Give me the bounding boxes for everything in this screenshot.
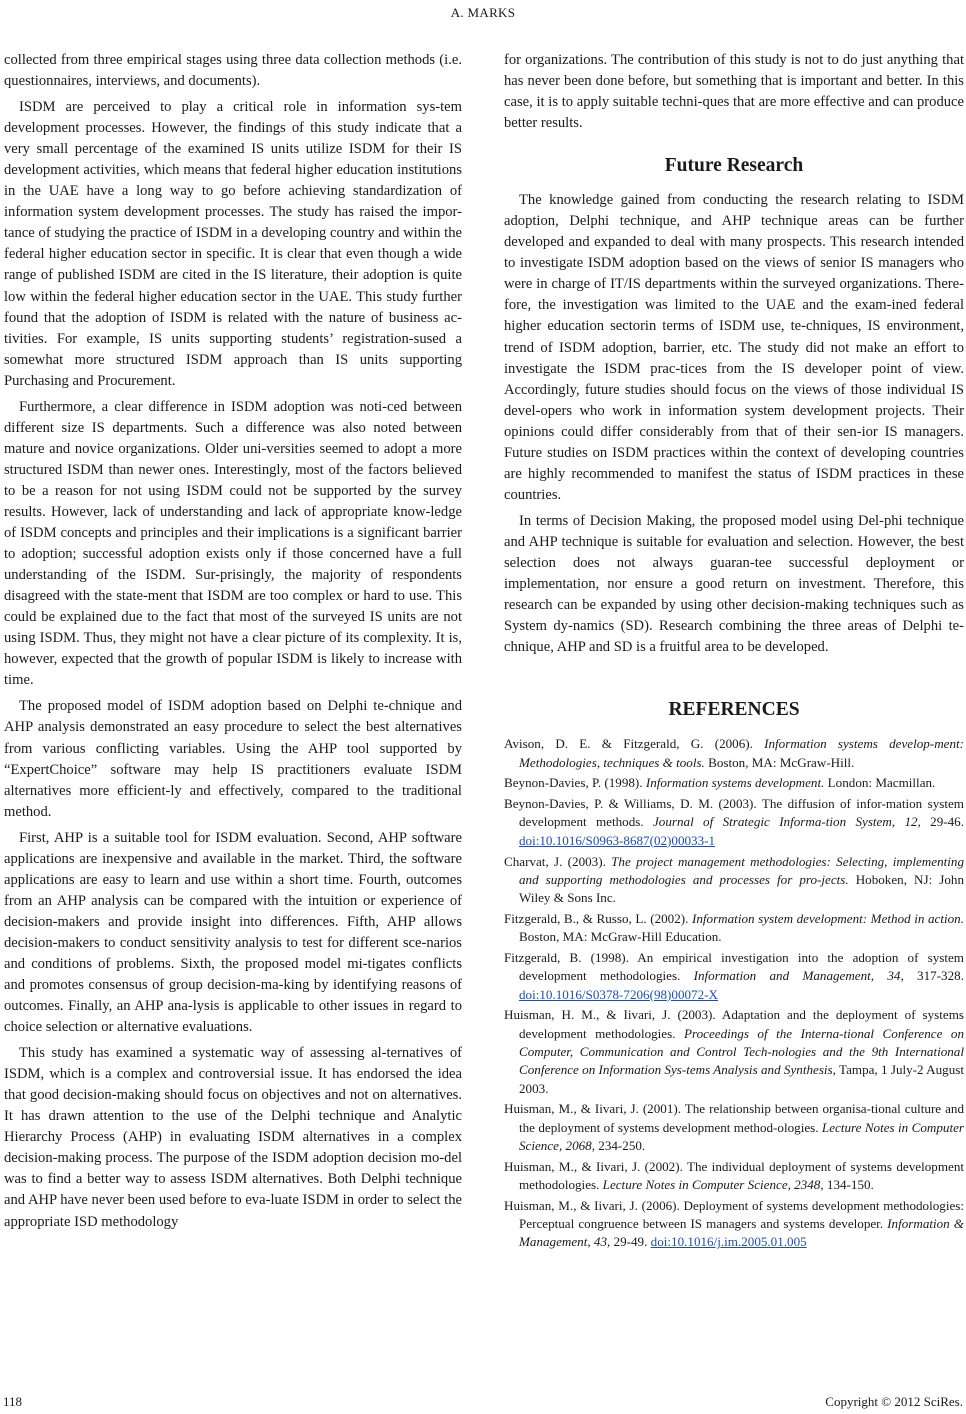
reference-item	[504, 1006, 964, 1097]
reference-text: Avison, D. E. & Fitzgerald, G. (2006).	[504, 736, 765, 752]
reference-source: Journal of Strategic Informa-tion System, 12,	[652, 814, 921, 830]
body-paragraph: collected from three empirical stages using three data collection methods (i.e. questionnaires, interviews, and documents).	[4, 52, 462, 90]
reference-source: The project management methodologies: Selecting, implementing and supporting methodologies and processes for pro-jects.	[519, 853, 964, 887]
reference-text: Huisman, M., & Iivari, J. (2001). The relationship between organisa-tional culture and the deployment of systems development method-ologies.	[504, 1101, 964, 1135]
body-paragraph: The knowledge gained from conducting the research relating to ISDM adoption, Delphi technique, and AHP technique areas can be further developed and expanded to deal with many prospects. This research intended to investigate ISDM adoption based on the views of senior IS managers who were in charge of IT/IS departments within the surveyed organizations. There-fore, the investigation was limited to the UAE and the exam-ined federal higher education sectorin terms of ISDM use, te-chniques, IS environment, trend of ISDM adoption, barrier, etc. The study did not make an effort to investigate the ISDM prac-tices from the IS developer point of view. Accordingly, future studies should focus on the views of those individual IS devel-opers who work in information system development projects. Their opinions could differ considerably from that of their sen-ior IS managers. Future studies on ISDM practices within the context of developing countries are highly recommended to manifest the status of ISDM practices in these countries.	[504, 192, 964, 503]
left-column	[4, 50, 462, 1233]
doi-link[interactable]: doi:10.1016/S0963-8687(02)00033-1	[519, 832, 716, 848]
reference-text: Charvat, J. (2003).	[504, 853, 612, 869]
body-paragraph: This study has examined a systematic way of assessing al-ternatives of ISDM, which is a complex and controversial issue. It has endorsed the idea that good decision-making should focus on objectives and not on alternatives. It has drawn attention to the use of the Delphi technique and Analytic Hierarchy Process (AHP) in evaluating ISDM alternatives in a complex decision-making process. The purpose of the ISDM adoption decision mo-del was to find a better way to assess ISDM alternatives. Both Delphi technique and AHP have never been used before to eva-luate ISDM in order to select the appropriate ISD methodology	[4, 1045, 462, 1230]
reference-source: Lecture Notes in Computer Science, 2348,	[602, 1177, 824, 1193]
reference-details: 317-328.	[903, 968, 964, 984]
doi-link[interactable]: doi:10.1016/j.im.2005.01.005	[650, 1234, 807, 1250]
reference-text: Huisman, H. M., & Iivari, J. (2003). Adaptation and the deployment of systems development methodologies.	[504, 1007, 964, 1041]
reference-details: Tampa, 1 July-2 August 2003.	[519, 1062, 964, 1096]
reference-details: Hoboken, NJ: John Wiley & Sons Inc.	[519, 871, 964, 906]
reference-item	[504, 910, 964, 947]
reference-source: Information systems develop-ment: Methodologies, techniques & tools.	[519, 736, 965, 770]
reference-item	[504, 1158, 964, 1195]
reference-item	[504, 1100, 964, 1155]
reference-text: Huisman, M., & Iivari, J. (2002). The individual deployment of systems development methodologies.	[504, 1158, 964, 1193]
reference-item	[504, 795, 964, 850]
body-paragraph: Furthermore, a clear difference in ISDM adoption was noti-ced between different size IS departments. Such a difference was also noted between mature and novice organizations. Older uni-versities seemed to adopt a more structured ISDM than newer ones. Interestingly, most of the factors believed to be a reason for not using ISDM could not be supported by the survey results. However, lack of understanding and lack of appropriate know-ledge of ISDM concepts and principles and their implications is a significant barrier to adoption; successful adoption exists only if those concerned have a full understanding of the ISDM. Sur-prisingly, the majority of respondents disagreed with the state-ment that ISDM are too complex or hard to use. This could be explained due to the fact that most of the surveyed IS units are not using ISDM. Thus, they might not have a clear picture of its complexity. It is, however, expected that the growth of popular ISDM is likely to increase with time.	[4, 398, 462, 689]
reference-details: 134-150.	[823, 1177, 874, 1193]
reference-item	[504, 735, 964, 772]
running-head: A. MARKS	[450, 5, 516, 20]
body-paragraph: First, AHP is a suitable tool for ISDM evaluation. Second, AHP software applications are inexpensive and available in the market. Third, the software applications are easy to learn and use within a short time. Fourth, outcomes from an AHP analysis can be compared with the intuition or experience of decision-makers and provide insight into differences. Fifth, AHP allows decision-makers to conduct sensitivity analysis to test for different sce-narios and conditions of problems. Sixth, the proposed model mi-tigates conflicts and promotes consensus of group decision-ma-king by identifying reasons of outcomes. Finally, an AHP ana-lysis is applicable to other issues in regard to choice selection or alternative evaluations.	[4, 829, 462, 1036]
body-paragraph: In terms of Decision Making, the proposed model using Del-phi technique and AHP technique is suitable for evaluation and selection. However, the best selection does not always guaran-tee successful deployment or implementation, nor ensure a good return on investment. Therefore, this research can be expanded by using other decision-making techniques such as System dy-namics (SD). Research combining the three areas of Delphi te-chnique, AHP and SD is a fruitful area to be developed.	[504, 512, 964, 656]
copyright-notice: Copyright © 2012 SciRes.	[825, 1394, 963, 1409]
reference-details: 29-46.	[920, 814, 964, 830]
reference-item	[504, 949, 964, 1004]
reference-item	[504, 1197, 964, 1252]
reference-source: Information system development: Method in action.	[691, 910, 964, 926]
reference-text: Fitzgerald, B. (1998). An empirical investigation into the adoption of system development methodologies.	[504, 949, 964, 984]
reference-details: Boston, MA: McGraw-Hill.	[704, 754, 855, 770]
body-paragraph: for organizations. The contribution of this study is not to do just anything that has never been done before, but something that is important and better. In this case, it is to apply suitable techni-ques that are more effective and can produce better results.	[504, 52, 964, 132]
reference-text: Beynon-Davies, P. (1998).	[504, 775, 646, 791]
section-heading-future-research: Future Research	[664, 155, 804, 177]
reference-item	[504, 853, 964, 908]
reference-text: Fitzgerald, B., & Russo, L. (2002).	[504, 910, 692, 926]
reference-details: 234-250.	[595, 1137, 646, 1153]
reference-text: Beynon-Davies, P. & Williams, D. M. (2003). The diffusion of infor-mation system development methods.	[504, 796, 964, 830]
reference-text: Huisman, M., & Iivari, J. (2006). Deployment of systems development methodologies: Perceptual congruence between IS managers and systems developer.	[504, 1197, 964, 1232]
reference-details: London: Macmillan.	[824, 775, 936, 791]
reference-source: Information & Management, 43,	[519, 1216, 964, 1250]
reference-details: Boston, MA: McGraw-Hill Education.	[519, 929, 722, 945]
reference-source: Information and Management, 34,	[693, 968, 904, 984]
reference-source: Information systems development.	[645, 775, 825, 791]
doi-link[interactable]: doi:10.1016/S0378-7206(98)00072-X	[519, 986, 718, 1002]
body-paragraph: ISDM are perceived to play a critical role in information sys-tem development processes. However, the findings of this study indicate that a very small percentage of the examined IS units utilize ISDM for their IS development activities, which means that federal higher education institutions in the UAE have a long way to go before achieving standardization of information system development processes. The study has raised the impor-tance of studying the practice of ISDM in a developing country and within the federal higher education sector in specific. It is clear that even though a wide range of published ISDM are cited in the IS literature, their adoption is quite low within the federal higher education sector in the UAE. This study further found that the adoption of ISDM is related with the nature of business ac-tivities. For example, IS units supporting students’ registration-sused a somewhat more structured ISDM approach than IS units supporting Purchasing and Procurement.	[4, 99, 462, 389]
reference-source: Proceedings of the Interna-tional Conference on Computer, Communication and Control Tech-nologies and the 9th International Conference on Information Sys-tems Analysis and Synthesis,	[519, 1025, 964, 1078]
right-column	[504, 50, 964, 1254]
reference-list	[504, 735, 964, 1252]
reference-source: Lecture Notes in Computer Science, 2068,	[519, 1119, 964, 1153]
reference-details: 29-49.	[610, 1234, 651, 1250]
page-number: 118	[3, 1394, 23, 1409]
reference-item	[504, 774, 964, 792]
section-heading-references: REFERENCES	[668, 699, 800, 721]
body-paragraph: The proposed model of ISDM adoption based on Delphi te-chnique and AHP analysis demonstrated an easy procedure to select the best alternatives from various conflicting variables. Using the AHP tool supported by “ExpertChoice” software may help IS practitioners evaluate ISDM alternatives more efficient-ly and effectively, compared to the traditional method.	[4, 698, 462, 820]
